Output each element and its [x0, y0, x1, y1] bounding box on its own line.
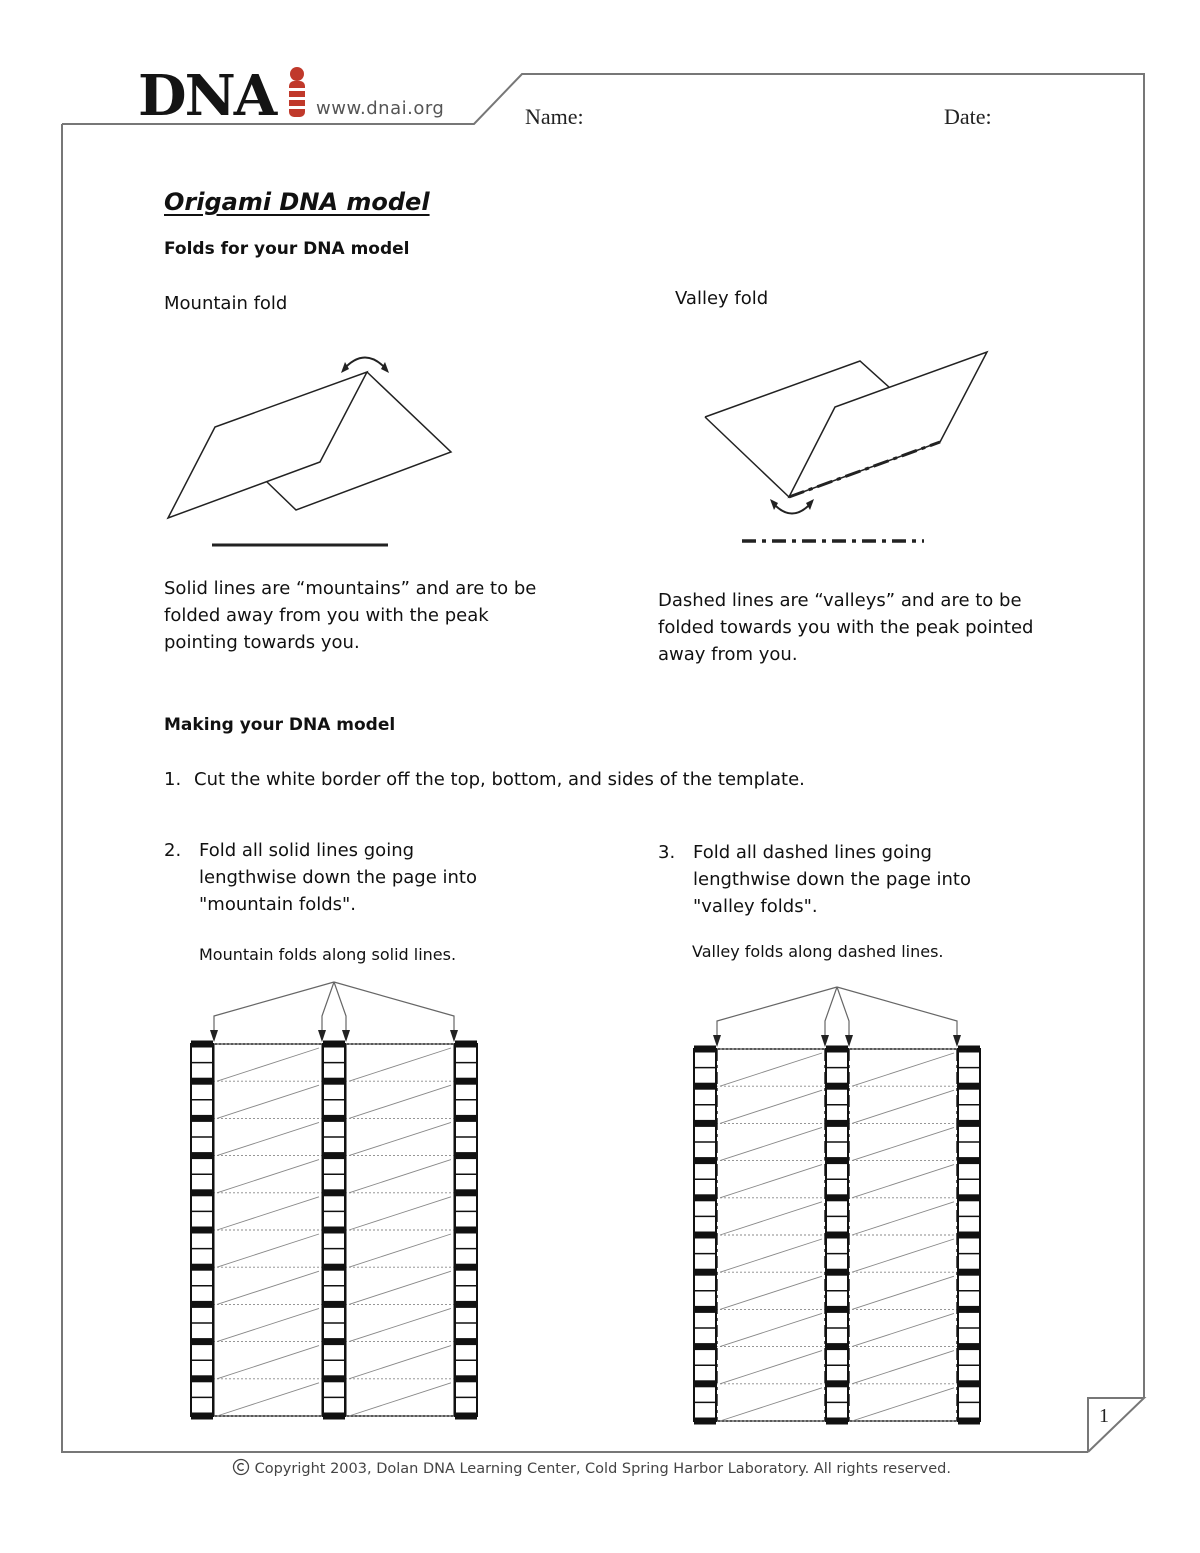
- backbone-block: [455, 1041, 477, 1048]
- date-label: Date:: [944, 104, 992, 129]
- valley-fold-label: Valley fold: [675, 288, 769, 309]
- valley-fold-diagram: [700, 345, 1000, 555]
- backbone-block: [191, 1338, 213, 1345]
- backbone-block: [455, 1115, 477, 1122]
- backbone-block: [694, 1380, 716, 1387]
- arrowhead-icon: [450, 1030, 458, 1042]
- backbone-block: [958, 1157, 980, 1164]
- backbone-block: [958, 1269, 980, 1276]
- arrowhead-icon: [210, 1030, 218, 1042]
- backbone-block: [455, 1078, 477, 1085]
- backbone-block: [455, 1264, 477, 1271]
- pointer-arrow: [322, 982, 334, 1038]
- backbone-block: [958, 1380, 980, 1387]
- backbone-block: [958, 1120, 980, 1127]
- backbone-block: [958, 1306, 980, 1313]
- backbone-block: [323, 1301, 345, 1308]
- backbone-block: [826, 1083, 848, 1090]
- pointer-arrow: [837, 987, 849, 1043]
- backbone-block: [826, 1269, 848, 1276]
- backbone-block: [826, 1418, 848, 1425]
- backbone-block: [826, 1194, 848, 1201]
- backbone-block: [191, 1227, 213, 1234]
- backbone-block: [191, 1078, 213, 1085]
- backbone-block: [694, 1418, 716, 1425]
- backbone-block: [323, 1189, 345, 1196]
- logo-text: DNA: [138, 63, 276, 129]
- backbone-block: [826, 1343, 848, 1350]
- backbone-block: [694, 1157, 716, 1164]
- backbone-block: [455, 1375, 477, 1382]
- backbone-block: [694, 1306, 716, 1313]
- mountain-fold-diagram: [160, 345, 470, 560]
- arrowhead-icon: [318, 1030, 326, 1042]
- backbone-block: [958, 1418, 980, 1425]
- mountain-caption: Mountain folds along solid lines.: [199, 945, 457, 964]
- backbone-block: [826, 1120, 848, 1127]
- backbone-block: [826, 1380, 848, 1387]
- step-number: 2.: [164, 840, 182, 861]
- backbone-block: [323, 1264, 345, 1271]
- backbone-block: [455, 1413, 477, 1420]
- logo-url: www.dnai.org: [316, 98, 445, 119]
- copyright-text: Copyright 2003, Dolan DNA Learning Center, Cold Spring Harbor Laboratory. All rights reserved.: [254, 1461, 951, 1477]
- mountain-description: Solid lines are “mountains” and are to be folded away from you with the peak pointing towards you.: [164, 578, 537, 653]
- step-number: 3.: [658, 842, 676, 863]
- pointer-arrow: [334, 982, 346, 1038]
- backbone-block: [958, 1046, 980, 1053]
- backbone-block: [694, 1083, 716, 1090]
- pointer-arrow: [825, 987, 837, 1043]
- pointer-arrow: [214, 982, 334, 1038]
- valley-template-diagram: [682, 978, 992, 1428]
- copyright: [232, 1458, 951, 1477]
- backbone-block: [958, 1343, 980, 1350]
- page-title: Origami DNA model: [164, 188, 430, 216]
- backbone-block: [191, 1152, 213, 1159]
- mountain-template-diagram: [180, 975, 490, 1425]
- mountain-fold-label: Mountain fold: [164, 293, 288, 314]
- backbone-block: [826, 1306, 848, 1313]
- backbone-block: [323, 1115, 345, 1122]
- backbone-block: [191, 1115, 213, 1122]
- copyright-icon: [232, 1458, 250, 1476]
- step-3: 3. Fold all dashed lines going lengthwise down the page into "valley folds".: [658, 839, 1078, 920]
- backbone-block: [694, 1120, 716, 1127]
- arrowhead-icon: [845, 1035, 853, 1047]
- folds-heading: Folds for your DNA model: [164, 239, 410, 259]
- backbone-block: [958, 1083, 980, 1090]
- backbone-block: [694, 1232, 716, 1239]
- backbone-block: [958, 1232, 980, 1239]
- page-number: 1: [1099, 1405, 1109, 1427]
- backbone-block: [694, 1194, 716, 1201]
- pointer-arrow: [837, 987, 957, 1043]
- step-text: Cut the white border off the top, bottom, and sides of the template.: [194, 769, 805, 790]
- backbone-block: [323, 1338, 345, 1345]
- valley-caption: Valley folds along dashed lines.: [692, 942, 944, 961]
- arrowhead-icon: [953, 1035, 961, 1047]
- backbone-block: [191, 1041, 213, 1048]
- step-2: 2. Fold all solid lines going lengthwise down the page into "mountain folds".: [164, 837, 584, 918]
- backbone-block: [694, 1046, 716, 1053]
- dna-figure-icon: [286, 66, 308, 120]
- name-label: Name:: [525, 104, 584, 129]
- backbone-block: [191, 1301, 213, 1308]
- backbone-block: [958, 1194, 980, 1201]
- backbone-block: [323, 1413, 345, 1420]
- pointer-arrow: [717, 987, 837, 1043]
- backbone-block: [455, 1152, 477, 1159]
- backbone-block: [455, 1189, 477, 1196]
- backbone-block: [191, 1264, 213, 1271]
- backbone-block: [455, 1301, 477, 1308]
- backbone-block: [694, 1343, 716, 1350]
- backbone-block: [826, 1232, 848, 1239]
- arrowhead-icon: [342, 1030, 350, 1042]
- step-1: [164, 766, 1064, 793]
- backbone-block: [323, 1041, 345, 1048]
- backbone-block: [694, 1269, 716, 1276]
- backbone-block: [323, 1152, 345, 1159]
- backbone-block: [191, 1189, 213, 1196]
- backbone-block: [826, 1157, 848, 1164]
- arrowhead-icon: [713, 1035, 721, 1047]
- backbone-block: [323, 1227, 345, 1234]
- making-heading: Making your DNA model: [164, 715, 396, 735]
- backbone-block: [826, 1046, 848, 1053]
- backbone-block: [323, 1078, 345, 1085]
- logo: [138, 63, 448, 129]
- backbone-block: [323, 1375, 345, 1382]
- backbone-block: [191, 1413, 213, 1420]
- valley-description: Dashed lines are “valleys” and are to be folded towards you with the peak pointed away from you.: [658, 590, 1034, 665]
- pointer-arrow: [334, 982, 454, 1038]
- backbone-block: [455, 1227, 477, 1234]
- backbone-block: [191, 1375, 213, 1382]
- step-number: 1.: [164, 769, 182, 790]
- backbone-block: [455, 1338, 477, 1345]
- arrowhead-icon: [821, 1035, 829, 1047]
